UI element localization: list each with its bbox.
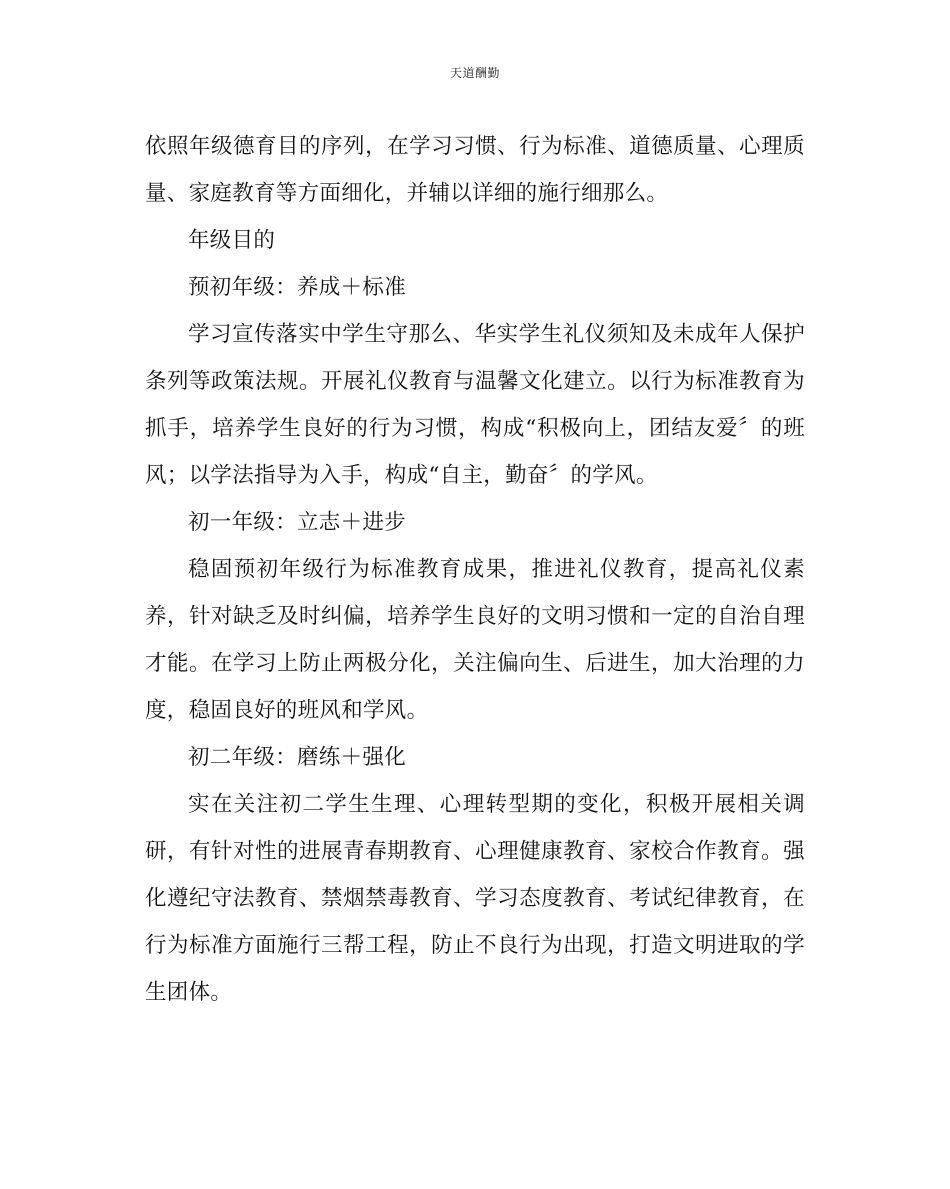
paragraph-pre-junior: 学习宣传落实中学生守那么、华实学生礼仪须知及未成年人保护条列等政策法规。开展礼仪教育与温馨文化建立。以行为标准教育为抓手，培养学生良好的行为习惯，构成“积极向上，团结友爱〞的班风；以学法指导为入手，构成“自主，勤奋〞的学风。	[145, 322, 805, 488]
paragraph-grade-one: 稳固预初年级行为标准教育成果，推进礼仪教育，提高礼仪素养，针对缺乏及时纠偏，培养学生良好的文明习惯和一定的自治自理才能。在学习上防止两极分化，关注偏向生、后进生，加大治理的力度，稳固良好的班风和学风。	[145, 557, 805, 723]
paragraph-intro: 依照年级德育目的序列，在学习习惯、行为标准、道德质量、心理质量、家庭教育等方面细化，并辅以详细的施行细那么。	[145, 134, 805, 206]
page-header: 天道酬勤	[449, 66, 500, 80]
heading-grade-goals: 年级目的	[188, 228, 276, 253]
paragraph-grade-two: 实在关注初二学生生理、心理转型期的变化，积极开展相关调研，有针对性的进展青春期教育、心理健康教育、家校合作教育。强化遵纪守法教育、禁烟禁毒教育、学习态度教育、考试纪律教育，在行为标准方面施行三帮工程，防止不良行为出现，打造文明进取的学生团体。	[145, 792, 805, 1005]
heading-grade-one: 初一年级：立志＋进步	[188, 510, 407, 535]
heading-grade-two: 初二年级：磨练＋强化	[188, 745, 407, 770]
document-body	[145, 123, 805, 1016]
heading-pre-junior: 预初年级：养成＋标准	[188, 275, 407, 300]
